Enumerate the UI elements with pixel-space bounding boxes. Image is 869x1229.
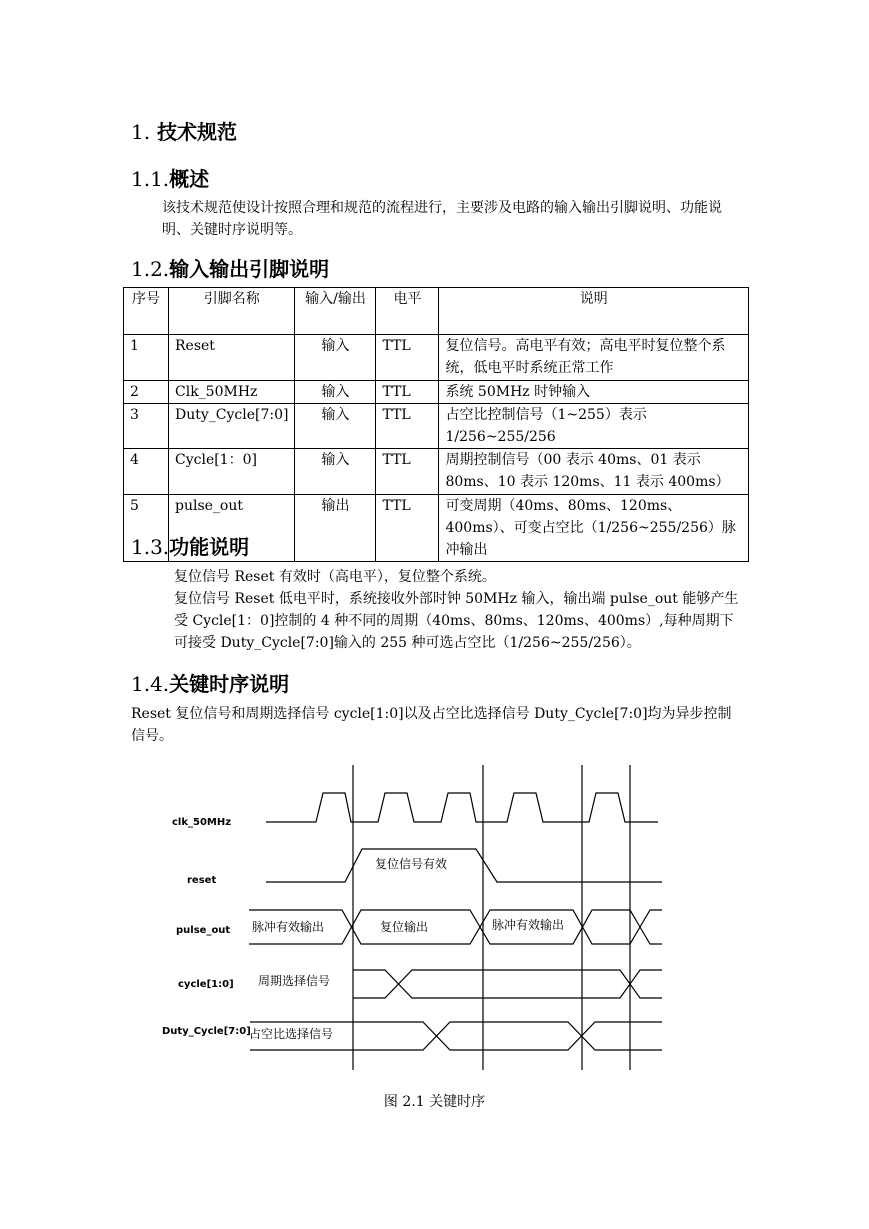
table-cell: 4 — [124, 449, 169, 495]
signal-label-cycle: cycle[1:0] — [178, 979, 234, 990]
heading-1-1: 1.1.概述 — [131, 167, 210, 191]
annotation-duty-select: 占空比选择信号 — [249, 1027, 334, 1041]
table-cell: 输入 — [295, 449, 376, 495]
table-cell: TTL — [376, 495, 439, 562]
function-line-2: 复位信号 Reset 低电平时，系统接收外部时钟 50MHz 输入，输出端 pulse_out 能够产生受 Cycle[1：0]控制的 4 种不同的周期（40ms、80ms、120ms、400ms）,每种周期下可接受 Duty_Cycle[7:0]输入的 255 种可选占空比（1/256~255/256）。 — [174, 591, 739, 651]
cycle-upper — [353, 970, 662, 998]
table-cell: 输入 — [295, 404, 376, 449]
signal-label-pulse-out: pulse_out — [176, 925, 231, 936]
table-cell: 输入 — [295, 381, 376, 404]
table-cell: TTL — [376, 449, 439, 495]
table-cell: 输入 — [295, 335, 376, 381]
table-cell: 输出 — [295, 495, 376, 562]
signal-label-reset: reset — [187, 875, 217, 886]
header-cell: 引脚名称 — [169, 288, 295, 335]
heading-1-4: 1.4.关键时序说明 — [131, 672, 290, 696]
header-cell: 序号 — [124, 288, 169, 335]
heading-1: 1. 技术规范 — [131, 120, 238, 144]
table-cell: Clk_50MHz — [169, 381, 295, 404]
table-cell: 可变周期（40ms、80ms、120ms、400ms）、可变占空比（1/256~255/256）脉冲输出 — [439, 495, 749, 562]
clk-waveform — [266, 793, 658, 822]
overview-paragraph: 该技术规范使设计按照合理和规范的流程进行，主要涉及电路的输入输出引脚说明、功能说明、关键时序说明等。 — [162, 200, 722, 238]
table-cell: 2 — [124, 381, 169, 404]
table-cell: 复位信号。高电平有效；高电平时复位整个系统，低电平时系统正常工作 — [439, 335, 749, 381]
header-cell: 输入/输出 — [295, 288, 376, 335]
figure-caption: 图 2.1 关键时序 — [383, 1094, 486, 1110]
table-cell: 系统 50MHz 时钟输入 — [439, 381, 749, 404]
annotation-pulse-valid-1: 脉冲有效输出 — [252, 920, 325, 934]
annotation-reset-output: 复位输出 — [380, 920, 429, 934]
heading-1-2: 1.2.输入输出引脚说明 — [131, 257, 330, 281]
table-cell: Cycle[1：0] — [169, 449, 295, 495]
signal-label-duty-cycle: Duty_Cycle[7:0] — [162, 1026, 251, 1037]
table-cell: TTL — [376, 335, 439, 381]
table-cell: 1 — [124, 335, 169, 381]
cycle-lower — [353, 970, 662, 998]
heading-1-3: 1.3.功能说明 — [131, 535, 250, 559]
table-cell: 3 — [124, 404, 169, 449]
annotation-pulse-valid-2: 脉冲有效输出 — [492, 918, 565, 932]
table-cell: pulse_out — [169, 495, 295, 562]
timing-paragraph: Reset 复位信号和周期选择信号 cycle[1:0]以及占空比选择信号 Duty_Cycle[7:0]均为异步控制信号。 — [131, 706, 732, 744]
table-cell: TTL — [376, 404, 439, 449]
reset-waveform — [266, 849, 662, 882]
table-cell: Reset — [169, 335, 295, 381]
function-line-1: 复位信号 Reset 有效时（高电平），复位整个系统。 — [174, 569, 496, 585]
annotation-reset-active: 复位信号有效 — [375, 857, 448, 871]
signal-label-clk: clk_50MHz — [172, 817, 232, 828]
table-cell: TTL — [376, 381, 439, 404]
table-cell: 占空比控制信号（1~255）表示 1/256~255/256 — [439, 404, 749, 449]
header-cell: 说明 — [439, 288, 749, 335]
table-cell: Duty_Cycle[7:0] — [169, 404, 295, 449]
table-cell: 周期控制信号（00 表示 40ms、01 表示 80ms、10 表示 120ms、11 表示 400ms） — [439, 449, 749, 495]
header-cell: 电平 — [376, 288, 439, 335]
table-cell: 5 — [124, 495, 169, 562]
annotation-cycle-select: 周期选择信号 — [258, 974, 331, 988]
